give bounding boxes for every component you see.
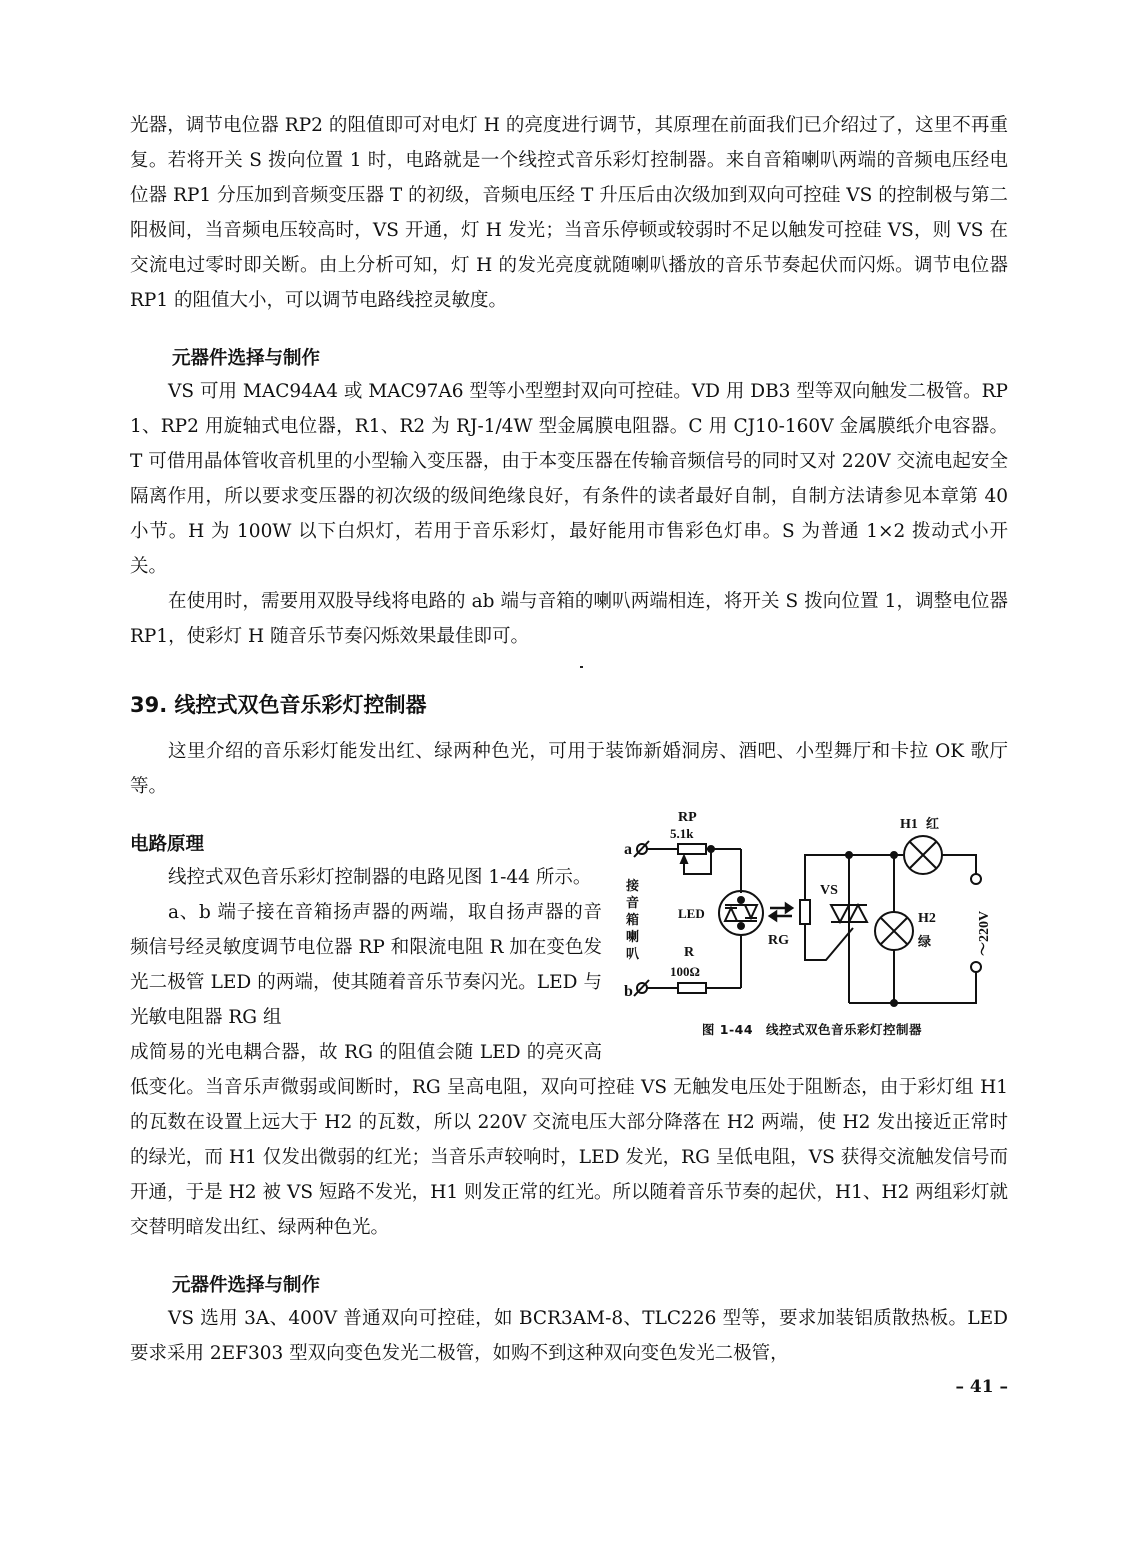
vs-label: VS	[820, 883, 838, 898]
h1-color-label: 红	[926, 816, 940, 831]
paragraph-circuit-2: a、b 端子接在音箱扬声器的两端，取自扬声器的音频信号经灵敏度调节电位器 RP 和限流电阻 R 加在变色发光二极管 LED 的两端，使其随着音乐节奏闪光。LED 与光敏电阻器 RG 组	[130, 902, 602, 1028]
terminal-a-icon	[634, 841, 649, 857]
svg-text:箱: 箱	[626, 912, 640, 927]
svg-text:喇: 喇	[626, 929, 640, 944]
spacer	[130, 654, 1008, 690]
terminal-b-icon	[634, 980, 649, 996]
page-content	[130, 108, 1008, 1399]
spacer	[130, 720, 1008, 734]
spacer	[130, 1245, 1008, 1271]
r-label: R	[684, 945, 695, 960]
r-value-label: 100Ω	[670, 964, 700, 979]
potentiometer-rp-icon	[678, 844, 706, 854]
svg-text:音: 音	[626, 895, 640, 910]
spacer	[130, 318, 1008, 344]
h2-color-label: 绿	[918, 934, 932, 949]
triac-vs-icon	[831, 855, 867, 1003]
paragraph-intro: 这里介绍的音乐彩灯能发出红、绿两种色光，可用于装饰新婚洞房、酒吧、小型舞厅和卡拉 OK 歌厅等。	[130, 741, 1008, 797]
figure-1-44	[616, 808, 1008, 1040]
lamp-h2-icon	[875, 912, 913, 950]
paragraph-circuit-3: 成简易的光电耦合器，故 RG 的阻值会随 LED 的亮灭高低变化。当音乐声微弱或间断时，RG 呈高电阻，双向可控硅 VS 无触发电压处于阻断态，由于彩灯组 H1 的瓦数在设置上远大于 H2 的瓦数，所以 220V 交流电压大部分降落在 H2 两端，使 H2 发出接近正常时的绿光，而 H1 仅发出微弱的红光；当音乐声较响时，LED 发光，RG 呈低电阻，VS 获得交流触发信号而开通，于是 H2 被 VS 短路不发光，H1 则发正常的红光。所以随着音乐节奏的起伏，H1、H2 两组彩灯就交替明暗发出红、绿两种色光。	[130, 1042, 1008, 1238]
paragraph-circuit-1: 线控式双色音乐彩灯控制器的电路见图 1-44 所示。	[168, 867, 592, 888]
circuit-diagram-figure-1-44	[616, 808, 1001, 1018]
page-number: – 41 –	[955, 1377, 1008, 1397]
junction-dot	[891, 1000, 897, 1006]
h1-label: H1	[900, 817, 918, 832]
paragraph-usage: 在使用时，需要用双股导线将电路的 ab 端与音箱的喇叭两端相连，将开关 S 拨向位置 1，调整电位器 RP1，使彩灯 H 随音乐节奏闪烁效果最佳即可。	[130, 591, 1008, 647]
figure-caption: 图 1-44 线控式双色音乐彩灯控制器	[701, 1022, 923, 1037]
bicolor-led-icon	[719, 891, 763, 935]
wire	[805, 924, 853, 960]
paragraph-rp2-dimmer-continued: 光器，调节电位器 RP2 的阻值即可对电灯 H 的亮度进行调节，其原理在前面我们已介绍过了，这里不再重复。若将开关 S 拨向位置 1 时，电路就是一个线控式音乐彩灯控制器。来自音箱喇叭两端的音频电压经电位器 RP1 分压加到音频变压器 T 的初级，音频电压经 T 升压后由次级加到双向可控硅 VS 的控制极与第二阳极间，当音频电压较高时，VS 开通，灯 H 发光；当音乐停顿或较弱时不足以触发可控硅 VS，则 VS 在交流电过零时即关断。由上分析可知，灯 H 的发光亮度就随喇叭播放的音乐节奏起伏而闪烁。调节电位器 RP1 的阻值大小，可以调节电路线控灵敏度。	[130, 115, 1008, 311]
lamp-h1-icon	[904, 836, 942, 874]
heading-components-2: 元器件选择与制作	[172, 1275, 321, 1296]
rp-label: RP	[678, 810, 697, 825]
rg-label: RG	[768, 933, 789, 948]
terminal-a-label: a	[624, 841, 632, 858]
paragraph-components-1: VS 可用 MAC94A4 或 MAC97A6 型等小型塑封双向可控硅。VD 用 DB3 型等双向触发二极管。RP1、RP2 用旋轴式电位器，R1、R2 为 RJ-1/4W 型金属膜电阻器。C 用 CJ10-160V 金属膜纸介电容器。T 可借用晶体管收音机里的小型输入变压器，由于本变压器在传输音频信号的同时又对 220V 交流电起安全隔离作用，所以要求变压器的初次级的级间绝缘良好，有条件的读者最好自制，自制方法请参见本章第 40 小节。H 为 100W 以下白炽灯，若用于音乐彩灯，最好能用市售彩色灯串。S 为普通 1×2 拨动式小开关。	[130, 381, 1008, 577]
svg-text:叭: 叭	[626, 946, 640, 961]
supply-terminal-bottom-icon	[971, 962, 981, 972]
led-label: LED	[678, 906, 705, 921]
wiper-arrow-icon	[681, 856, 687, 863]
light-coupling-arrows-icon	[770, 904, 792, 920]
heading-circuit-principle: 电路原理	[130, 834, 205, 855]
section-title-39: 39. 线控式双色音乐彩灯控制器	[130, 693, 427, 717]
h2-label: H2	[918, 911, 936, 926]
supply-voltage-label: ～220V	[977, 910, 992, 956]
terminal-b-label: b	[624, 983, 633, 1000]
supply-terminal-top-icon	[971, 874, 981, 884]
photoresistor-rg-icon	[800, 900, 810, 924]
speaker-label	[625, 878, 639, 961]
wire	[849, 972, 976, 1003]
junction-dot	[846, 852, 852, 858]
svg-text:接: 接	[626, 878, 640, 893]
rp-value-label: 5.1k	[670, 826, 694, 841]
paragraph-components-2: VS 选用 3A、400V 普通双向可控硅，如 BCR3AM-8、TLC226 型等，要求加装铝质散热板。LED 要求采用 2EF303 型双向变色发光二极管，如购不到这种双向变色发光二极管，	[130, 1308, 1008, 1364]
resistor-r-icon	[678, 983, 706, 993]
wire	[942, 855, 976, 874]
heading-components-1: 元器件选择与制作	[172, 348, 321, 369]
